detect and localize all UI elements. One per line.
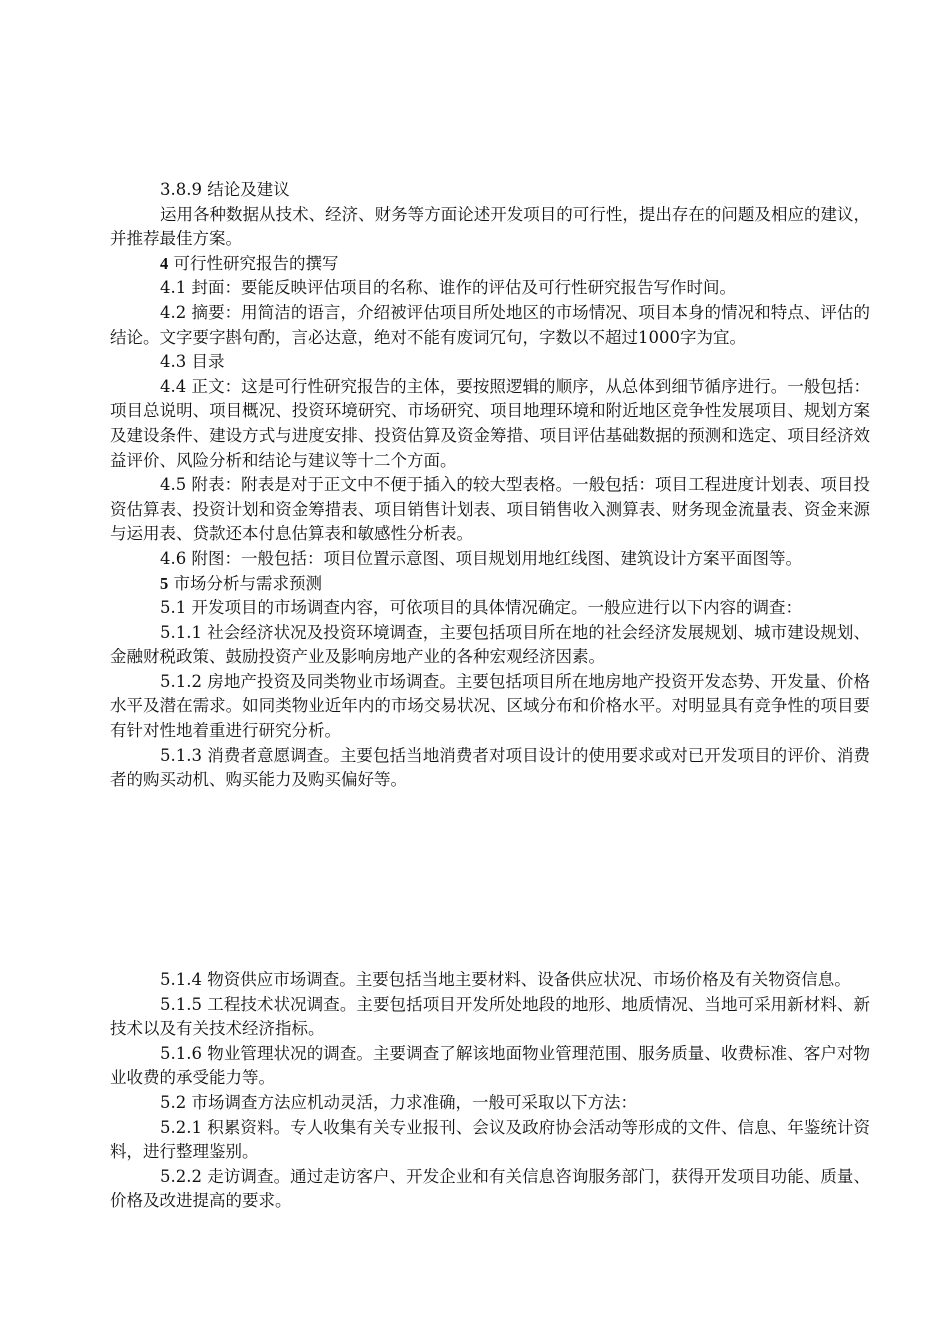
- paragraph-conclusion: 运用各种数据从技术、经济、财务等方面论述开发项目的可行性，提出存在的问题及相应的建议，并推荐最佳方案。: [110, 204, 870, 249]
- section-5-number: 5: [160, 573, 169, 593]
- paragraph-5-2-2: 5.2.2 走访调查。通过走访客户、开发企业和有关信息咨询服务部门，获得开发项目功能、质量、价格及改进提高的要求。: [110, 1166, 870, 1211]
- section-5-title: 市场分析与需求预测: [168, 573, 322, 593]
- paragraph-5-1: 5.1 开发项目的市场调查内容，可依项目的具体情况确定。一般应进行以下内容的调查：: [160, 598, 802, 618]
- section-4-title: 可行性研究报告的撰写: [168, 253, 339, 273]
- paragraph-4-3: 4.3 目录: [160, 352, 225, 372]
- paragraph-5-2: 5.2 市场调查方法应机动灵活，力求准确，一般可采取以下方法：: [160, 1092, 637, 1112]
- paragraph-5-1-3: 5.1.3 消费者意愿调查。主要包括当地消费者对项目设计的使用要求或对已开发项目的评价、消费者的购买动机、购买能力及购买偏好等。: [110, 745, 870, 790]
- paragraph-5-1-1: 5.1.1 社会经济状况及投资环境调查，主要包括项目所在地的社会经济发展规划、城市建设规划、金融财税政策、鼓励投资产业及影响房地产业的各种宏观经济因素。: [110, 622, 870, 667]
- paragraph-5-2-1: 5.2.1 积累资料。专人收集有关专业报刊、会议及政府协会活动等形成的文件、信息、年鉴统计资料，进行整理鉴别。: [110, 1117, 870, 1162]
- section-5-heading: [110, 572, 870, 597]
- paragraph-4-4: 4.4 正文：这是可行性研究报告的主体，要按照逻辑的顺序，从总体到细节循序进行。一般包括：项目总说明、项目概况、投资环境研究、市场研究、项目地理环境和附近地区竞争性发展项目、规划方案及建设条件、建设方式与进度安排、投资估算及资金筹措、项目评估基础数据的预测和选定、项目经济效益评价、风险分析和结论与建议等十二个方面。: [110, 376, 870, 470]
- paragraph-4-2: 4.2 摘要：用简洁的语言，介绍被评估项目所处地区的市场情况、项目本身的情况和特点、评估的结论。文字要字斟句酌，言必达意，绝对不能有废词冗句，字数以不超过1000字为宜。: [110, 302, 870, 347]
- paragraph-5-1-4: 5.1.4 物资供应市场调查。主要包括当地主要材料、设备供应状况、市场价格及有关物资信息。: [160, 970, 851, 989]
- text-block-upper: [110, 178, 870, 793]
- section-4-heading: [110, 252, 870, 277]
- paragraph-4-5: 4.5 附表：附表是对于正文中不便于插入的较大型表格。一般包括：项目工程进度计划表、项目投资估算表、投资计划和资金筹措表、项目销售计划表、项目销售收入测算表、财务现金流量表、资金来源与运用表、贷款还本付息估算表和敏感性分析表。: [110, 475, 870, 544]
- text-block-lower: [110, 968, 870, 1214]
- section-4-number: 4: [160, 253, 169, 273]
- paragraph-5-1-5: 5.1.5 工程技术状况调查。主要包括项目开发所处地段的地形、地质情况、当地可采用新材料、新技术以及有关技术经济指标。: [110, 994, 870, 1039]
- paragraph-4-6: 4.6 附图：一般包括：项目位置示意图、项目规划用地红线图、建筑设计方案平面图等。: [160, 548, 802, 568]
- section-3-8-9-heading: 3.8.9 结论及建议: [160, 180, 290, 199]
- paragraph-5-1-6: 5.1.6 物业管理状况的调查。主要调查了解该地面物业管理范围、服务质量、收费标准、客户对物业收费的承受能力等。: [110, 1043, 870, 1088]
- paragraph-4-1: 4.1 封面：要能反映评估项目的名称、谁作的评估及可行性研究报告写作时间。: [160, 278, 736, 298]
- paragraph-5-1-2: 5.1.2 房地产投资及同类物业市场调查。主要包括项目所在地房地产投资开发态势、开发量、价格水平及潜在需求。如同类物业近年内的市场交易状况、区域分布和价格水平。对明显具有竞争性的项目要有针对性地着重进行研究分析。: [110, 671, 870, 741]
